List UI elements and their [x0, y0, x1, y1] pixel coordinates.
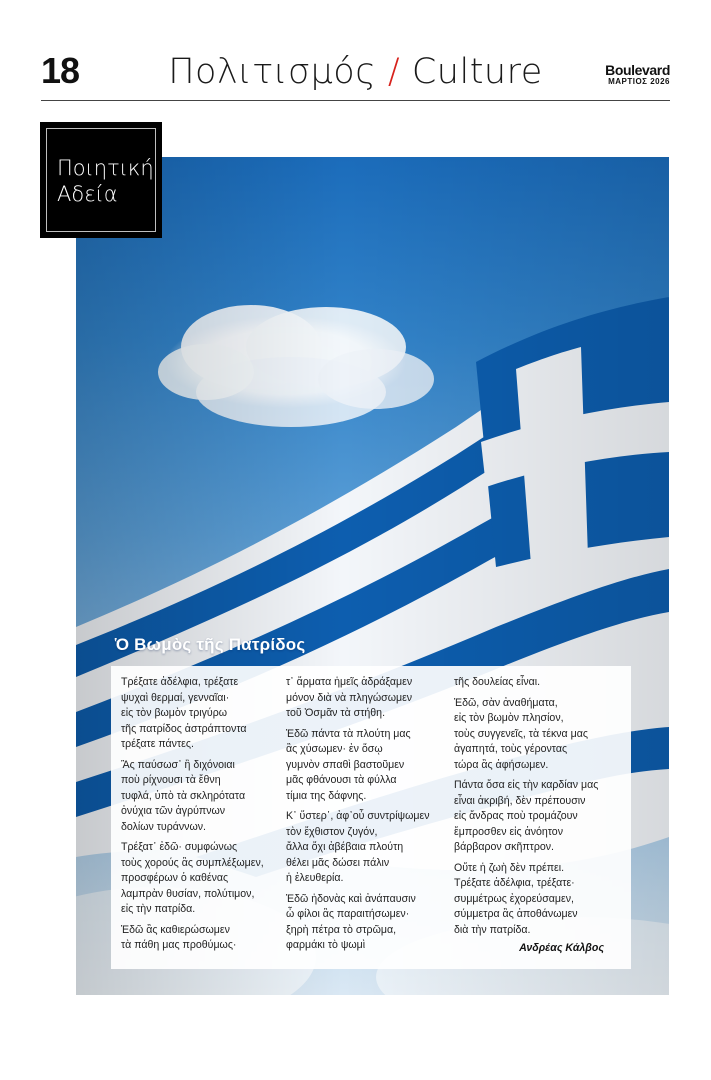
- poem-line: ἂς χύσωμεν· ἐν ὅσῳ: [286, 743, 383, 755]
- poem-line: Ἂς παύσωσ᾿ ἢ διχόνοιαι: [121, 758, 235, 771]
- poem-column-2: [286, 675, 454, 959]
- poem-line: Ἐδῶ ἡδονὰς καὶ ἀνάπαυσιν: [286, 892, 416, 905]
- poem-line: μόνον διὰ νὰ πληγώσωμεν: [286, 691, 413, 704]
- poem-line: εἰς ἄνδρας ποὺ τρομάζουν: [454, 810, 578, 822]
- poem-line: τὰ πάθη μας προθύμως·: [121, 939, 237, 951]
- poem-stanza: [454, 696, 626, 774]
- poem-line: τώρα ἂς ἀφήσωμεν.: [454, 758, 549, 771]
- poem-stanza: [286, 892, 454, 954]
- poem-author: Ανδρέας Κάλβος: [519, 942, 604, 954]
- poem-line: Οὔτε ἡ ζωὴ δὲν πρέπει.: [454, 861, 565, 874]
- poem-line: τίμια της δάφνης.: [286, 789, 367, 802]
- poem-line: μᾶς φθάνουσι τὰ φύλλα: [286, 774, 397, 786]
- section-title-greek: Πολιτισμός: [168, 52, 377, 92]
- section-separator: /: [387, 52, 401, 92]
- poem-line: τοὺς συγγενεῖς, τὰ τέκνα μας: [454, 727, 588, 740]
- poem-line: τὸν ἔχθιστον ζυγόν,: [286, 825, 378, 838]
- poem-stanza: [286, 675, 454, 722]
- poem-line: τῆς δουλείας εἶναι.: [454, 676, 541, 688]
- poem-line: Ἐδῶ πάντα τὰ πλούτη μας: [286, 727, 411, 740]
- column-name-line2: Αδεία: [57, 182, 118, 206]
- poem-line: τυφλά, ὑπὸ τὰ σκληρότατα: [121, 789, 246, 802]
- column-name-line1: Ποιητική: [57, 156, 154, 180]
- header-rule: [41, 100, 670, 101]
- poem-line: Ἐδῶ, σὰν ἀναθήματα,: [454, 696, 558, 709]
- poem-line: δολίων τυράννων.: [121, 820, 206, 833]
- poem-line: τοῦ Ὀσμᾶν τὰ στήθη.: [286, 707, 386, 719]
- column-badge: [40, 122, 162, 238]
- poem-line: τ᾿ ἄρματα ἡμεῖς ἁδράξαμεν: [286, 676, 413, 688]
- poem-panel: [111, 666, 631, 969]
- poem-stanza: [454, 778, 626, 856]
- poem-line: ἄλλα ὄχι ἀβέβαια πλούτη: [286, 841, 404, 853]
- poem-line: ὀνύχια τῶν ἀγρύπνων: [121, 805, 226, 817]
- poem-line: εἰς τὸν βωμὸν πλησίον,: [454, 712, 564, 724]
- poem-line: ποὺ ρίχνουσι τὰ ἔθνη: [121, 774, 221, 786]
- poem-title: Ὁ Βωμὸς τῆς Πατρίδος: [115, 635, 306, 654]
- masthead: [605, 63, 670, 87]
- poem-line: εἶναι ἀκριβή, δὲν πρέπουσιν: [454, 794, 586, 807]
- poem-line: τρέξατε πάντες.: [121, 738, 194, 750]
- poem-column-3: [454, 675, 626, 957]
- poem-line: φαρμάκι τὸ ψωμὶ: [286, 939, 366, 951]
- poem-stanza: [121, 923, 281, 954]
- masthead-brand: Boulevard: [605, 62, 670, 78]
- section-title-english: Culture: [411, 52, 543, 92]
- poem-line: ὦ φίλοι ἂς παραιτήσωμεν·: [286, 908, 410, 920]
- poem-stanza: [286, 727, 454, 805]
- poem-line: Κ᾿ ὕστερ᾿, ἀφ᾿οὗ συντρίψωμεν: [286, 810, 430, 822]
- poem-column-1: [121, 675, 281, 959]
- poem-line: εἰς τὸν βωμὸν τριγύρω: [121, 707, 227, 719]
- poem-line: ἡ ἐλευθερία.: [286, 872, 344, 884]
- poem-line: Τρέξατ᾿ ἐδῶ· συμφώνως: [121, 841, 238, 853]
- poem-line: Ἐδῶ ἂς καθιερώσωμεν: [121, 923, 230, 936]
- poem-line: συμμέτρως ἐχορεύσαμεν,: [454, 892, 574, 905]
- poem-stanza: [454, 861, 626, 939]
- poem-line: εἰς τὴν πατρίδα.: [121, 903, 196, 915]
- poem-stanza: [121, 758, 281, 836]
- poem-line: ἔμπροσθεν εἰς ἀνόητον: [454, 825, 563, 838]
- poem-stanza: [121, 840, 281, 918]
- poem-line: λαμπρὰν θυσίαν, πολύτιμον,: [121, 887, 255, 900]
- poem-line: Τρέξατε ἀδέλφια, τρέξατε·: [454, 877, 575, 889]
- poem-line: Τρέξατε ἀδέλφια, τρέξατε: [121, 676, 239, 688]
- poem-stanza: [286, 809, 454, 887]
- poem-line: προσφέρων ὁ καθένας: [121, 872, 229, 884]
- poem-line: θέλει μᾶς δώσει πάλιν: [286, 856, 390, 869]
- poem-line: βάρβαρον σκῆπτρον.: [454, 841, 554, 853]
- poem-line: τοὺς χορούς ἂς συμπλέξωμεν,: [121, 856, 264, 869]
- poem-stanza: [121, 675, 281, 753]
- poem-line: ψυχαὶ θερμαί, γενναῖαι·: [121, 691, 230, 704]
- column-badge-frame: [46, 128, 156, 232]
- masthead-issue: ΜΑΡΤΙΟΣ 2026: [608, 77, 670, 86]
- poem-line: ἀγαπητά, τοὺς γέροντας: [454, 743, 568, 755]
- poem-stanza: [454, 675, 626, 691]
- poem-line: διὰ τὴν πατρίδα.: [454, 923, 531, 936]
- poem-line: ξηρὴ πέτρα τὸ στρῶμα,: [286, 923, 397, 936]
- page-number: 18: [41, 50, 80, 91]
- poem-line: Πάντα ὅσα εἰς τὴν καρδίαν μας: [454, 779, 599, 791]
- poem-line: τῆς πατρίδος ἀστράπτοντα: [121, 722, 247, 735]
- poem-line: γυμνὸν σπαθὶ βαστοῦμεν: [286, 758, 405, 771]
- poem-line: σύμμετρα ἂς ἀποθάνωμεν: [454, 908, 578, 920]
